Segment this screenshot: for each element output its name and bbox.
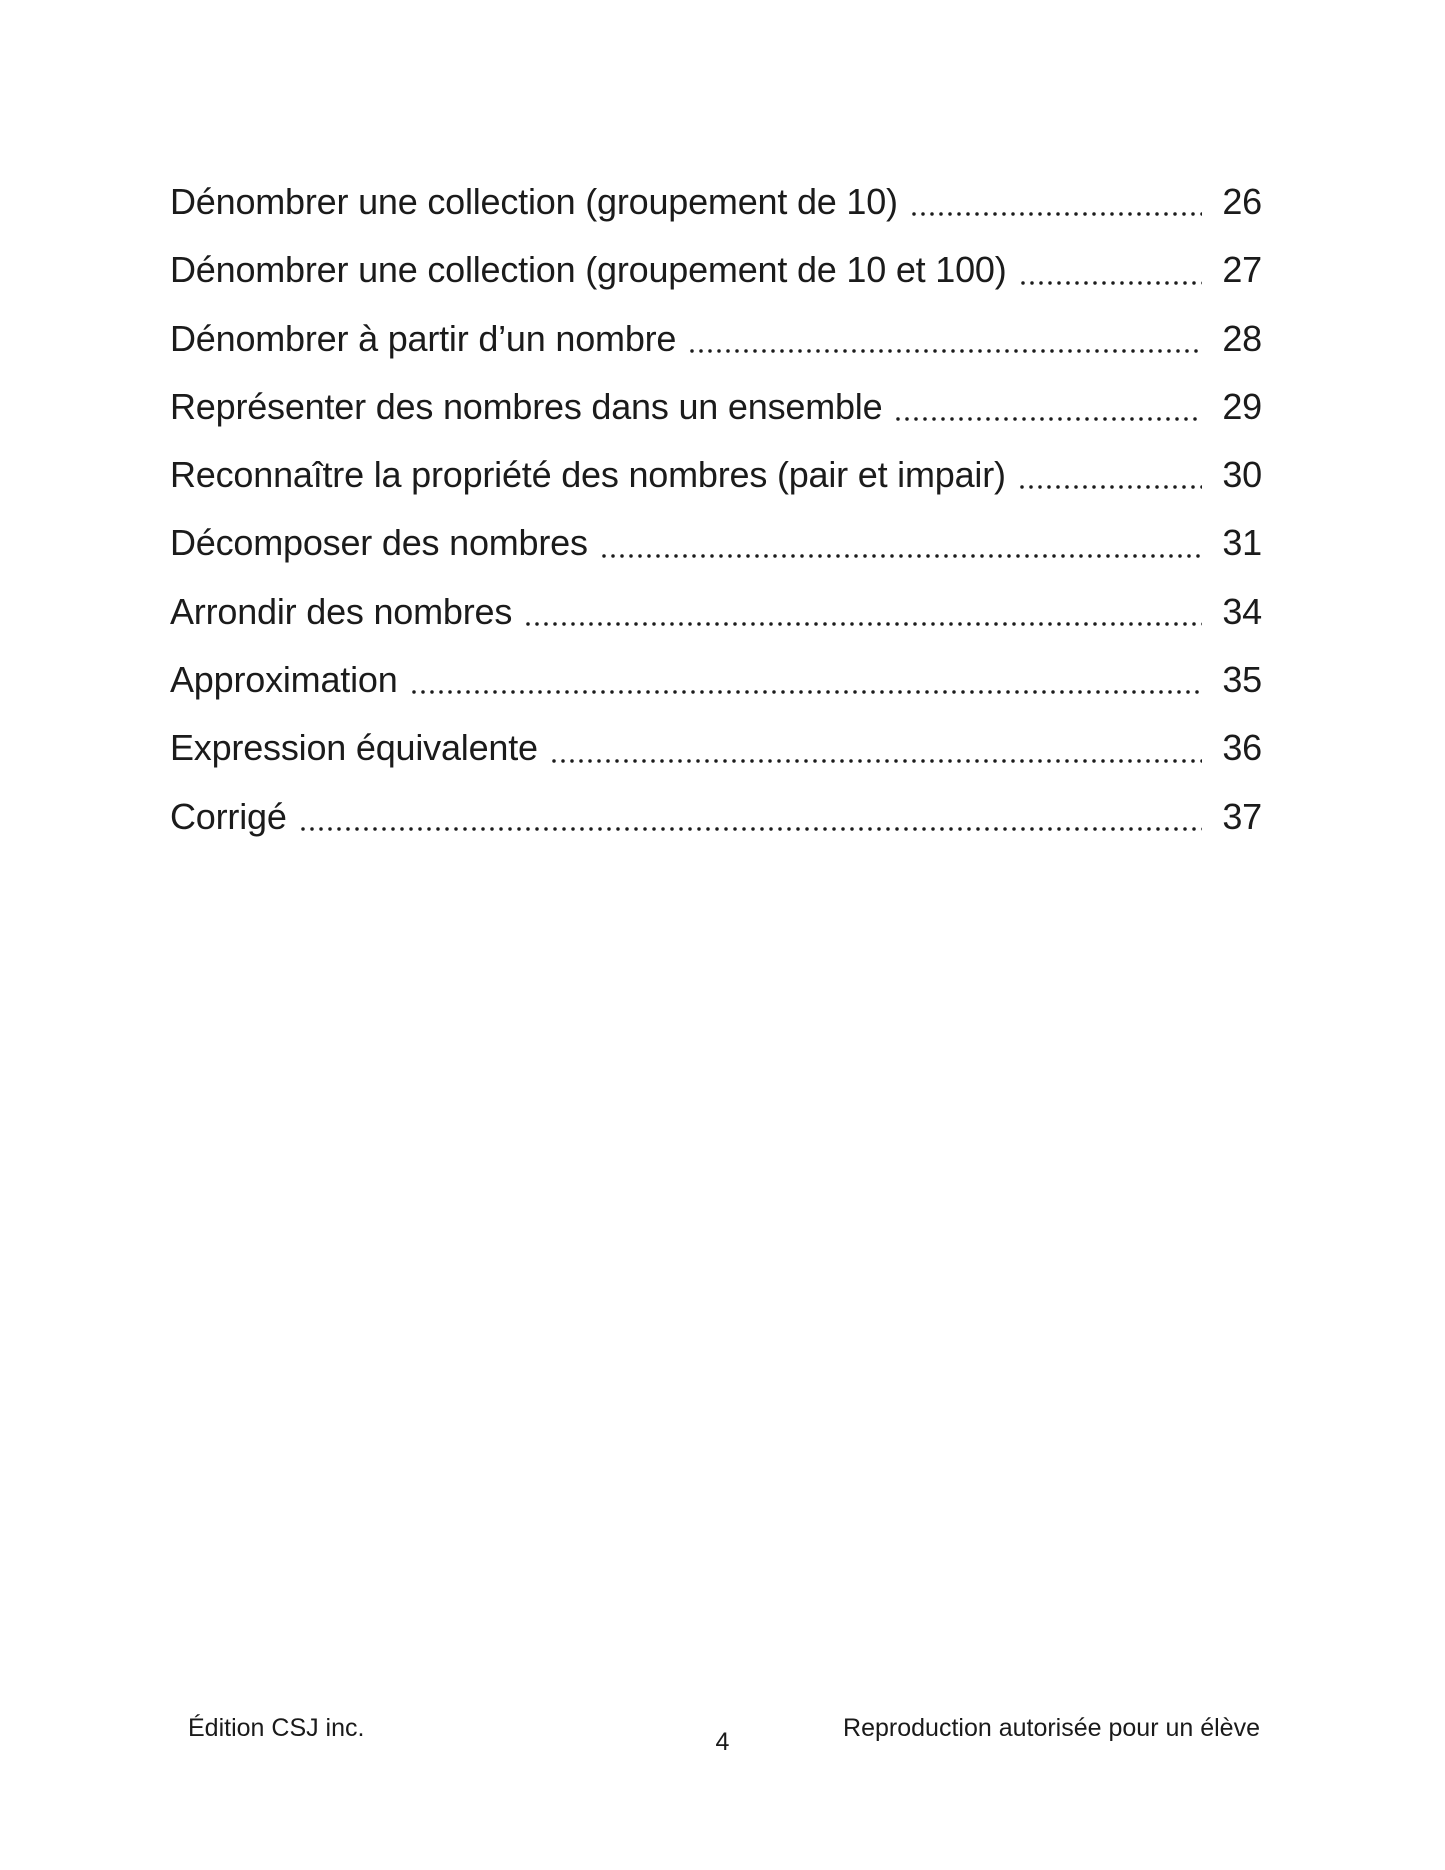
toc-entry-title: Dénombrer une collection (groupement de 10) [170,181,898,222]
footer-page-number: 4 [715,1728,730,1756]
toc-entry-page: 35 [1222,659,1262,701]
toc-entry [170,168,1262,236]
table-of-contents [170,168,1262,851]
toc-entry [170,646,1262,714]
toc-entry-page: 36 [1222,727,1262,769]
dot-leader [552,759,1202,763]
toc-entry-title: Arrondir des nombres [170,590,513,632]
footer-publisher: Édition CSJ inc. [188,1714,365,1742]
toc-entry-title: Dénombrer à partir d’un nombre [170,317,677,359]
dot-leader [912,212,1202,216]
toc-entry [170,441,1262,509]
toc-entry [170,236,1262,304]
toc-entry-title: Approximation [170,659,398,701]
footer-license: Reproduction autorisée pour un élève [843,1714,1260,1742]
toc-entry-page: 31 [1222,522,1262,564]
toc-entry [170,783,1262,851]
dot-leader [1020,485,1202,489]
dot-leader [602,554,1202,558]
toc-entry-title: Corrigé [170,795,287,837]
dot-leader [526,622,1202,626]
toc-entry-page: 29 [1222,385,1262,427]
toc-entry [170,714,1262,782]
toc-entry-page: 28 [1222,317,1262,359]
toc-entry-page: 34 [1222,590,1262,632]
dot-leader [301,827,1202,831]
dot-leader [1021,281,1202,285]
dot-leader [896,417,1202,421]
toc-entry-page: 27 [1222,249,1262,291]
toc-entry [170,509,1262,577]
dot-leader [412,690,1202,694]
toc-entry [170,578,1262,646]
toc-entry [170,305,1262,373]
toc-entry-page: 37 [1222,795,1262,837]
dot-leader [690,349,1202,353]
toc-entry-title: Dénombrer une collection (groupement de 10 et 100) [170,249,1007,291]
toc-entry-page: 26 [1222,181,1262,222]
toc-entry-title: Représenter des nombres dans un ensemble [170,385,883,427]
toc-entry-page: 30 [1222,454,1262,496]
toc-entry-title: Expression équivalente [170,727,538,769]
toc-entry-title: Reconnaître la propriété des nombres (pair et impair) [170,454,1006,496]
toc-entry [170,373,1262,441]
toc-entry-title: Décomposer des nombres [170,522,588,564]
